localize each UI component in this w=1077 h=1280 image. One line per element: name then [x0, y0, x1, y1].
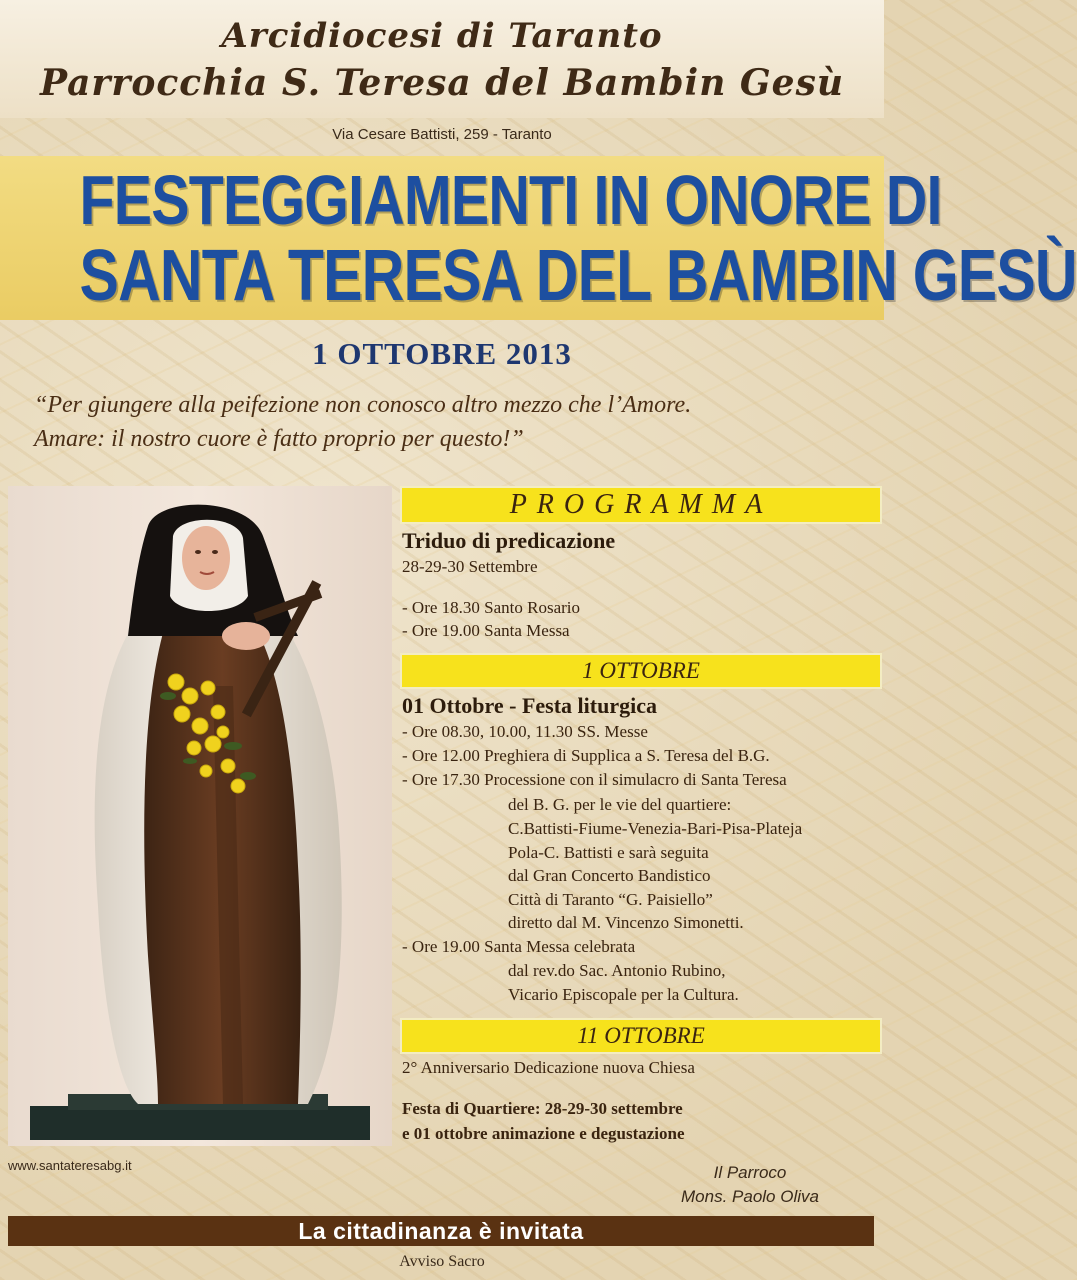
programma-band: PROGRAMMA [402, 488, 880, 522]
festa-quartiere-line-1: Festa di Quartiere: 28-29-30 settembre [402, 1099, 683, 1118]
event-date: 1 OTTOBRE 2013 [312, 336, 572, 371]
archdiocese-name: Arcidiocesi di Taranto [221, 16, 663, 56]
ottobre-line: del B. G. per le vie del quartiere: [508, 795, 732, 814]
ottobre-line: Città di Taranto “G. Paisiello” [508, 890, 713, 909]
ottobre-line: Vicario Episcopale per la Cultura. [508, 985, 739, 1004]
parroco-name: Mons. Paolo Oliva [681, 1187, 819, 1206]
invite-text: La cittadinanza è invitata [298, 1218, 584, 1244]
triduo-dates: 28-29-30 Settembre [402, 557, 538, 576]
parish-address: Via Cesare Battisti, 259 - Taranto [332, 126, 552, 143]
ottobre-line: diretto dal M. Vincenzo Simonetti. [508, 913, 744, 932]
title-line-1: FESTEGGIAMENTI IN ONORE DI [79, 161, 942, 239]
ottobre-line: dal Gran Concerto Bandistico [508, 866, 711, 885]
ottobre-band: 1 OTTOBRE [402, 655, 880, 687]
anniversario-line: 2° Anniversario Dedicazione nuova Chiesa [402, 1058, 695, 1077]
ottobre-line: - Ore 08.30, 10.00, 11.30 SS. Messe [402, 722, 648, 741]
festa-liturgica-title: 01 Ottobre - Festa liturgica [402, 693, 657, 718]
ottobre-line: dal rev.do Sac. Antonio Rubino, [508, 961, 726, 980]
triduo-item: - Ore 19.00 Santa Messa [402, 621, 570, 640]
ottobre-line: C.Battisti-Fiume-Venezia-Bari-Pisa-Plateja [508, 819, 803, 838]
saint-statue-photo [8, 486, 392, 1146]
ottobre-line: Pola-C. Battisti e sarà seguita [508, 843, 709, 862]
avviso-sacro: Avviso Sacro [399, 1253, 485, 1270]
festa-quartiere-line-2: e 01 ottobre animazione e degustazione [402, 1124, 685, 1143]
website-url: www.santateresabg.it [8, 1158, 132, 1173]
ottobre-line: - Ore 19.00 Santa Messa celebrata [402, 937, 636, 956]
ottobre-line: - Ore 17.30 Processione con il simulacro di Santa Teresa [402, 770, 787, 789]
triduo-title: Triduo di predicazione [402, 528, 616, 553]
title-line-2: SANTA TERESA DEL BAMBIN GESÙ [79, 236, 1077, 316]
parish-name: Parrocchia S. Teresa del Bambin Gesù [39, 62, 845, 104]
ottobre-line: - Ore 12.00 Preghiera di Supplica a S. Teresa del B.G. [402, 746, 770, 765]
undici-ottobre-band: 11 OTTOBRE [402, 1020, 880, 1052]
quote-line-2: Amare: il nostro cuore è fatto proprio per questo!” [34, 426, 524, 452]
parroco-title: Il Parroco [713, 1163, 787, 1182]
statue-illustration [8, 486, 392, 1146]
quote-line-1: “Per giungere alla peifezione non conosco altro mezzo che l’Amore. [34, 392, 692, 418]
triduo-item: - Ore 18.30 Santo Rosario [402, 598, 581, 617]
